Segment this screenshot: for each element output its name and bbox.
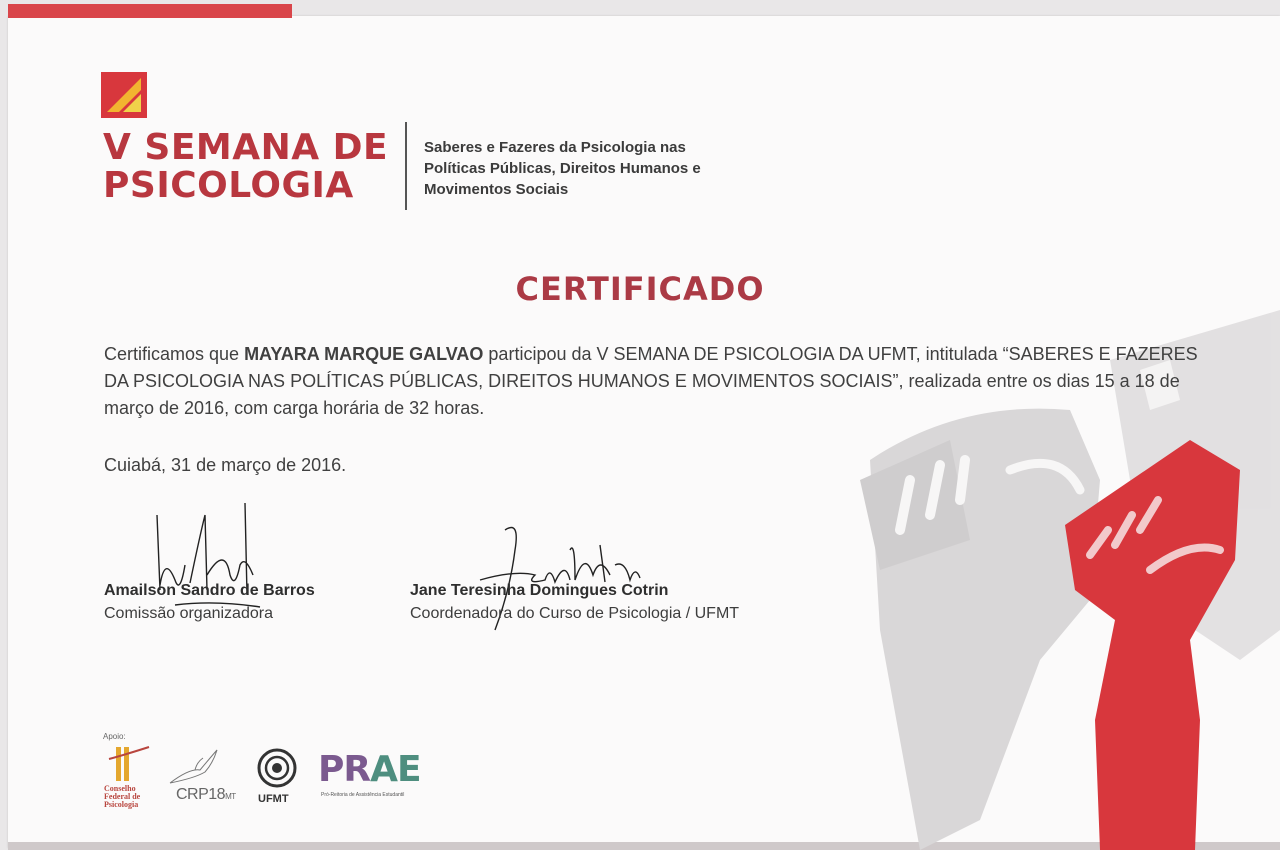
event-logo-icon: [101, 72, 147, 118]
left-signatory-name: Amailson Sandro de Barros: [104, 582, 315, 599]
cfp-line2: Federal de: [104, 792, 141, 801]
prae-ae: AE: [370, 749, 421, 790]
event-title: [103, 129, 388, 205]
place-date: Cuiabá, 31 de março de 2016.: [104, 455, 347, 475]
cfp-line3: Psicologia: [104, 800, 139, 809]
top-accent-bar: [8, 4, 292, 18]
event-title-line2: PSICOLOGIA: [103, 165, 354, 206]
title-divider: [405, 122, 407, 210]
participant-name: MAYARA MARQUE GALVAO: [244, 344, 484, 364]
ufmt-logo-text: UFMT: [258, 793, 289, 805]
event-subtitle: [424, 137, 701, 200]
right-signatory-role: Coordenadora do Curso de Psicologia / UFMT: [410, 605, 740, 622]
event-subtitle-line2: Políticas Públicas, Direitos Humanos e: [424, 160, 701, 177]
cfp-logo-text: [104, 785, 140, 809]
crp-suffix: MT: [225, 792, 236, 801]
crp-name: CRP18: [176, 786, 226, 803]
left-signatory-role: Comissão organizadora: [104, 605, 273, 622]
prae-pr: PR: [318, 749, 371, 790]
crp-bird-icon: [165, 748, 225, 788]
prae-logo: [318, 750, 421, 790]
certificate-heading: CERTIFICADO: [515, 270, 765, 308]
ufmt-emblem-icon: [257, 748, 297, 788]
crp-logo-text: [176, 786, 236, 804]
right-signatory: [410, 579, 739, 625]
body-intro: Certificamos que: [104, 344, 245, 364]
gray-fist-middle-icon: [860, 409, 1100, 850]
left-signatory: [104, 579, 315, 625]
event-subtitle-line3: Movimentos Sociais: [424, 181, 569, 198]
event-title-line1: V SEMANA DE: [103, 127, 389, 168]
sponsors-label: Apoio:: [103, 732, 126, 741]
body-text: participou da V SEMANA DE PSICOLOGIA DA UFMT, intitulada “SABERES E FAZERES DA PSICOLOGIA NAS POLÍTICAS PÚBLICAS, DIREITOS HUMANOS E MOVIMENTOS SOCIAIS”, realizada entre os dias 15 a 18 de março de 2016, com carga horária de 32 horas.: [104, 344, 1198, 418]
certificate-body: [104, 341, 1204, 422]
right-signatory-name: Jane Teresinha Domingues Cotrin: [410, 582, 669, 599]
cfp-line1: Conselho: [104, 784, 136, 793]
event-subtitle-line1: Saberes e Fazeres da Psicologia nas: [424, 139, 686, 156]
prae-subtitle: Pró-Reitoria de Assistência Estudantil: [321, 792, 405, 798]
